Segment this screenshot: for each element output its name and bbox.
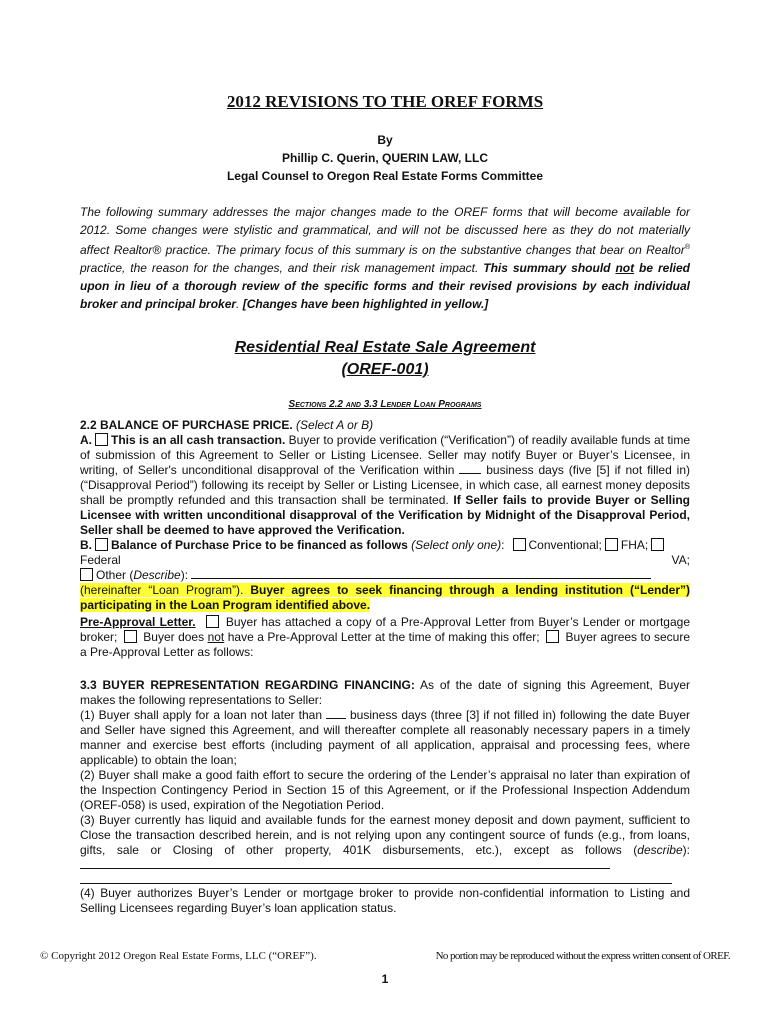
option-b: B. Balance of Purchase Price to be financed as follows (Select only one): Conventional; FHA;: [80, 538, 690, 553]
pre-approval: Pre-Approval Letter. Buyer has attached a copy of a Pre-Approval Letter from Buyer’s Lender or mortgage broker; Buyer does not have a Pre-Approval Letter at the time of making this offer; Buyer agrees to secure a Pre-Approval Letter as follows:: [80, 615, 690, 659]
byline: [80, 131, 690, 185]
section-3-3: 3.3 BUYER REPRESENTATION REGARDING FINANCING: As of the date of signing this Agreement, Buyer makes the following representations to Seller: (1) Buyer shall apply for a loan not later than business days (three [3] if not filled in) following the date Buyer and Seller have signed this Agreement, and will thereafter complete all reasonably necessary papers in a timely manner and exercise best efforts (including payment of all application, appraisal and processing fees, where applicable) to obtain the loan; (2) Buyer shall make a good faith effort to secure the ordering of the Lender’s appraisal no later than expiration of the Inspection Contingency Period in Section 15 of this Agreement, or if the Professional Inspection Addendum (OREF-058) is used, expiration of the Negotiation Period. (3) Buyer currently has liquid and available funds for the earnest money deposit and down payment, sufficient to Close the transaction described herein, and is not relying upon any contingent source of funds (e.g., from loans, gifts, sale or Closing of other property, 401K disbursements, etc.), except as follows (describe): (4) Buyer authorizes Buyer’s Lender or mortgage broker to provide non-confidential information to Listing and Selling Licensees regarding Buyer’s loan application status.: [80, 678, 691, 915]
section-subtitle: Sections 2.2 and 3.3 Lender Loan Programs: [288, 399, 482, 410]
byline-by: By: [377, 133, 393, 147]
checkbox-conventional[interactable]: [513, 538, 526, 551]
copyright-text: © Copyright 2012 Oregon Real Estate Forms, LLC (“OREF”).: [40, 950, 317, 962]
checkbox-secure-preapproval[interactable]: [546, 630, 559, 643]
document-title: 2012 REVISIONS TO THE OREF FORMS: [226, 92, 544, 111]
section-2-2: 2.2 BALANCE OF PURCHASE PRICE. (Select A or B) A. This is an all cash transaction. Buyer to provide verification (“Verification”) of readily available funds at time of submission of this Agreement to Seller or Listing Licensee. Seller may notify Buyer or Buyer’s Licensee, in writing, of Seller's unconditional disapproval of the Verification within business days (five [5] if not filled in) (“Disapproval Period”) following its receipt by Seller or Listing Licensee, in which case, all earnest money deposits shall be promptly refunded and this transaction shall be terminated. If Seller fails to provide Buyer or Selling Licensee with written unconditional disapproval of the Verification by Midnight of the Disapproval Period, Seller shall be deemed to have approved the Verification. B. Balance of Purchase Price to be financed as follows (Select only one): Conventional; FHA; Federal VA; Other (Describe): (hereinafter “Loan Program”). Buyer agrees to seek financing through a lending institution (“Lender”) participating in the Loan Program identified above. Pre-Approval Letter. Buyer has attached a copy of a Pre-Approval Letter from Buyer’s Lender or mortgage broker; Buyer does not have a Pre-Approval Letter at the time of making this offer; Buyer agrees to secure a Pre-Approval Letter as follows:: [80, 418, 691, 659]
blank-loan-days[interactable]: [326, 718, 346, 719]
summary-paragraph: The following summary addresses the major changes made to the OREF forms that will become available for 2012. Some changes were stylistic and grammatical, and will not be discussed here as they do not materially affect Realtor® practice. The primary focus of this summary is on the substantive changes that bear on Realtor® practice, the reason for the changes, and their risk management impact. This summary should not be relied upon in lieu of a thorough review of the specific forms and their revised provisions by each individual broker and principal broker. [Changes have been highlighted in yellow.]: [80, 205, 690, 311]
footer: [40, 950, 730, 962]
checkbox-preapproval-attached[interactable]: [206, 615, 219, 628]
checkbox-va-other[interactable]: [80, 568, 93, 581]
blank-other-describe[interactable]: [191, 578, 651, 579]
checkbox-financed[interactable]: [95, 538, 108, 551]
checkbox-all-cash[interactable]: [95, 433, 108, 446]
checkbox-no-preapproval[interactable]: [124, 630, 137, 643]
document-page: [80, 92, 690, 916]
section-title: Residential Real Estate Sale Agreement (OREF-001): [234, 339, 536, 378]
byline-role: Legal Counsel to Oregon Real Estate Forms Committee: [226, 169, 544, 183]
blank-line[interactable]: [80, 873, 672, 884]
rights-text: No portion may be reproduced without the express written consent of OREF.: [435, 950, 730, 962]
option-a: A. This is an all cash transaction. Buyer to provide verification (“Verification”) of readily available funds at time of submission of this Agreement to Seller or Listing Licensee. Seller may notify Buyer or Buyer’s Licensee, in writing, of Seller's unconditional disapproval of the Verification within business days (five [5] if not filled in) (“Disapproval Period”) following its receipt by Seller or Listing Licensee, in which case, all earnest money deposits shall be promptly refunded and this transaction shall be terminated. If Seller fails to provide Buyer or Selling Licensee with written unconditional disapproval of the Verification by Midnight of the Disapproval Period, Seller shall be deemed to have approved the Verification.: [80, 433, 691, 537]
blank-business-days[interactable]: [459, 473, 481, 474]
blank-funds-describe[interactable]: [80, 868, 610, 869]
checkbox-federal[interactable]: [651, 538, 664, 551]
page-number: 1: [381, 972, 389, 986]
checkbox-fha[interactable]: [605, 538, 618, 551]
byline-author: Phillip C. Querin, QUERIN LAW, LLC: [281, 151, 488, 165]
